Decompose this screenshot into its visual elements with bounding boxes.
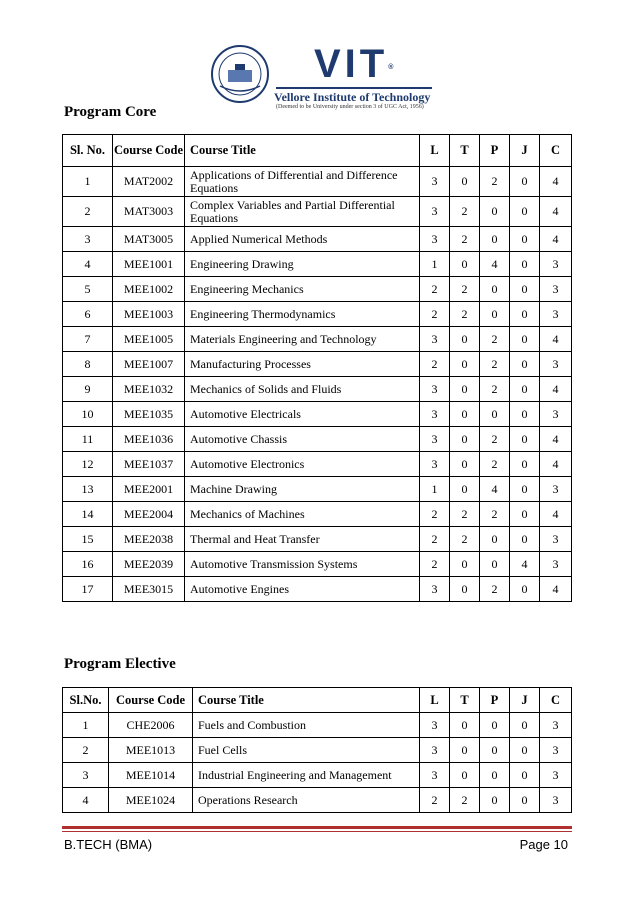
cell-c: 4 <box>540 427 572 452</box>
program-core-heading: Program Core <box>64 104 157 120</box>
cell-course-code: MEE1013 <box>109 738 193 763</box>
program-core-table <box>62 134 572 602</box>
institute-name: Vellore Institute of Technology <box>274 90 431 104</box>
cell-c: 4 <box>540 577 572 602</box>
table-row <box>63 167 572 197</box>
cell-slno: 10 <box>63 402 113 427</box>
cell-l: 3 <box>420 327 450 352</box>
cell-course-title: Automotive Chassis <box>185 427 420 452</box>
cell-slno: 14 <box>63 502 113 527</box>
cell-p: 2 <box>480 352 510 377</box>
cell-l: 3 <box>420 452 450 477</box>
table-row <box>63 427 572 452</box>
cell-c: 3 <box>540 788 572 813</box>
cell-slno: 11 <box>63 427 113 452</box>
cell-p: 4 <box>480 252 510 277</box>
table-header-row <box>63 688 572 713</box>
cell-course-title: Complex Variables and Partial Differential Equations <box>185 197 420 227</box>
cell-t: 0 <box>450 713 480 738</box>
cell-t: 0 <box>450 252 480 277</box>
cell-t: 0 <box>450 577 480 602</box>
cell-p: 2 <box>480 327 510 352</box>
cell-t: 2 <box>450 527 480 552</box>
table-row <box>63 502 572 527</box>
cell-p: 0 <box>480 788 510 813</box>
cell-p: 2 <box>480 502 510 527</box>
table-row <box>63 327 572 352</box>
cell-t: 0 <box>450 452 480 477</box>
logo-divider <box>276 87 432 89</box>
cell-course-title: Industrial Engineering and Management <box>193 763 420 788</box>
cell-c: 3 <box>540 352 572 377</box>
cell-t: 0 <box>450 402 480 427</box>
institute-subtitle: (Deemed to be University under section 3 of UGC Act, 1956) <box>276 104 424 110</box>
cell-j: 0 <box>510 527 540 552</box>
cell-course-title: Manufacturing Processes <box>185 352 420 377</box>
vit-seal-logo <box>210 44 270 104</box>
cell-p: 0 <box>480 552 510 577</box>
col-header-l: L <box>420 135 450 167</box>
cell-j: 0 <box>510 302 540 327</box>
col-header-t: T <box>450 135 480 167</box>
cell-course-code: MEE2004 <box>113 502 185 527</box>
cell-p: 0 <box>480 227 510 252</box>
table-row <box>63 452 572 477</box>
cell-t: 0 <box>450 327 480 352</box>
col-header-course-title: Course Title <box>185 135 420 167</box>
cell-p: 2 <box>480 167 510 197</box>
cell-p: 0 <box>480 527 510 552</box>
cell-j: 0 <box>510 327 540 352</box>
cell-course-code: MEE1005 <box>113 327 185 352</box>
cell-course-code: MAT2002 <box>113 167 185 197</box>
cell-p: 0 <box>480 738 510 763</box>
cell-l: 2 <box>420 302 450 327</box>
cell-l: 3 <box>420 402 450 427</box>
cell-j: 0 <box>510 788 540 813</box>
cell-slno: 3 <box>63 763 109 788</box>
cell-c: 3 <box>540 552 572 577</box>
table-row <box>63 377 572 402</box>
cell-p: 0 <box>480 302 510 327</box>
cell-p: 4 <box>480 477 510 502</box>
cell-t: 0 <box>450 167 480 197</box>
cell-course-code: MEE1014 <box>109 763 193 788</box>
program-elective-heading: Program Elective <box>64 656 176 672</box>
cell-course-title: Thermal and Heat Transfer <box>185 527 420 552</box>
cell-course-code: MEE3015 <box>113 577 185 602</box>
cell-t: 2 <box>450 788 480 813</box>
cell-j: 0 <box>510 402 540 427</box>
cell-t: 0 <box>450 738 480 763</box>
cell-course-title: Mechanics of Solids and Fluids <box>185 377 420 402</box>
cell-slno: 8 <box>63 352 113 377</box>
cell-t: 0 <box>450 477 480 502</box>
cell-course-code: CHE2006 <box>109 713 193 738</box>
cell-t: 0 <box>450 427 480 452</box>
cell-j: 0 <box>510 577 540 602</box>
cell-c: 3 <box>540 277 572 302</box>
cell-l: 1 <box>420 252 450 277</box>
cell-course-title: Automotive Transmission Systems <box>185 552 420 577</box>
cell-course-code: MEE2001 <box>113 477 185 502</box>
cell-course-code: MEE1003 <box>113 302 185 327</box>
cell-l: 2 <box>420 527 450 552</box>
cell-l: 3 <box>420 167 450 197</box>
cell-j: 0 <box>510 197 540 227</box>
cell-t: 0 <box>450 352 480 377</box>
table-row <box>63 713 572 738</box>
cell-slno: 2 <box>63 738 109 763</box>
cell-l: 2 <box>420 352 450 377</box>
cell-p: 0 <box>480 402 510 427</box>
col-header-c: C <box>540 688 572 713</box>
cell-j: 0 <box>510 377 540 402</box>
cell-c: 4 <box>540 377 572 402</box>
cell-slno: 12 <box>63 452 113 477</box>
cell-course-code: MEE1035 <box>113 402 185 427</box>
cell-l: 3 <box>420 227 450 252</box>
col-header-c: C <box>540 135 572 167</box>
cell-c: 3 <box>540 252 572 277</box>
cell-slno: 6 <box>63 302 113 327</box>
cell-course-title: Automotive Electricals <box>185 402 420 427</box>
cell-slno: 16 <box>63 552 113 577</box>
cell-p: 2 <box>480 452 510 477</box>
cell-course-title: Fuel Cells <box>193 738 420 763</box>
col-header-l: L <box>420 688 450 713</box>
cell-l: 3 <box>420 377 450 402</box>
cell-t: 2 <box>450 277 480 302</box>
col-header-j: J <box>510 688 540 713</box>
cell-course-code: MEE1024 <box>109 788 193 813</box>
footer-rule-thick <box>62 826 572 829</box>
cell-j: 4 <box>510 552 540 577</box>
footer-rule-thin <box>62 831 572 832</box>
cell-course-code: MEE2039 <box>113 552 185 577</box>
cell-c: 3 <box>540 477 572 502</box>
table-row <box>63 197 572 227</box>
table-row <box>63 352 572 377</box>
cell-course-code: MEE1002 <box>113 277 185 302</box>
table-row <box>63 227 572 252</box>
cell-slno: 17 <box>63 577 113 602</box>
cell-c: 3 <box>540 527 572 552</box>
col-header-slno: Sl.No. <box>63 688 109 713</box>
cell-slno: 4 <box>63 252 113 277</box>
cell-course-code: MEE1007 <box>113 352 185 377</box>
table-row <box>63 302 572 327</box>
cell-course-title: Fuels and Combustion <box>193 713 420 738</box>
col-header-p: P <box>480 688 510 713</box>
cell-course-title: Engineering Thermodynamics <box>185 302 420 327</box>
cell-course-title: Applications of Differential and Difference Equations <box>185 167 420 197</box>
col-header-slno: Sl. No. <box>63 135 113 167</box>
cell-p: 2 <box>480 427 510 452</box>
cell-l: 1 <box>420 477 450 502</box>
cell-course-title: Automotive Engines <box>185 577 420 602</box>
cell-l: 3 <box>420 763 450 788</box>
col-header-j: J <box>510 135 540 167</box>
cell-t: 2 <box>450 197 480 227</box>
col-header-course-code: Course Code <box>113 135 185 167</box>
cell-c: 3 <box>540 763 572 788</box>
cell-l: 3 <box>420 577 450 602</box>
cell-c: 3 <box>540 402 572 427</box>
cell-l: 2 <box>420 502 450 527</box>
cell-course-title: Engineering Mechanics <box>185 277 420 302</box>
cell-j: 0 <box>510 502 540 527</box>
col-header-course-code: Course Code <box>109 688 193 713</box>
cell-j: 0 <box>510 277 540 302</box>
table-row <box>63 402 572 427</box>
cell-slno: 1 <box>63 713 109 738</box>
table-row <box>63 763 572 788</box>
cell-course-code: MAT3005 <box>113 227 185 252</box>
table-row <box>63 477 572 502</box>
cell-t: 0 <box>450 763 480 788</box>
cell-course-code: MEE1032 <box>113 377 185 402</box>
cell-j: 0 <box>510 252 540 277</box>
table-row <box>63 788 572 813</box>
cell-slno: 9 <box>63 377 113 402</box>
col-header-course-title: Course Title <box>193 688 420 713</box>
table-row <box>63 527 572 552</box>
cell-l: 3 <box>420 738 450 763</box>
cell-l: 3 <box>420 713 450 738</box>
cell-course-title: Operations Research <box>193 788 420 813</box>
vit-logo-text: VIT® <box>314 42 394 86</box>
cell-c: 3 <box>540 738 572 763</box>
table-row <box>63 577 572 602</box>
cell-c: 3 <box>540 713 572 738</box>
table-header-row <box>63 135 572 167</box>
cell-course-title: Automotive Electronics <box>185 452 420 477</box>
cell-p: 0 <box>480 763 510 788</box>
footer-program: B.TECH (BMA) <box>64 837 153 852</box>
cell-c: 4 <box>540 227 572 252</box>
cell-c: 3 <box>540 302 572 327</box>
table-row <box>63 552 572 577</box>
cell-c: 4 <box>540 502 572 527</box>
cell-slno: 15 <box>63 527 113 552</box>
cell-c: 4 <box>540 167 572 197</box>
table-row <box>63 252 572 277</box>
cell-slno: 1 <box>63 167 113 197</box>
cell-c: 4 <box>540 327 572 352</box>
cell-p: 0 <box>480 197 510 227</box>
cell-course-title: Engineering Drawing <box>185 252 420 277</box>
cell-slno: 4 <box>63 788 109 813</box>
cell-l: 3 <box>420 427 450 452</box>
cell-slno: 7 <box>63 327 113 352</box>
table-row <box>63 277 572 302</box>
cell-l: 2 <box>420 788 450 813</box>
cell-slno: 3 <box>63 227 113 252</box>
cell-j: 0 <box>510 763 540 788</box>
cell-slno: 5 <box>63 277 113 302</box>
cell-j: 0 <box>510 452 540 477</box>
cell-j: 0 <box>510 352 540 377</box>
table-row <box>63 738 572 763</box>
col-header-p: P <box>480 135 510 167</box>
cell-j: 0 <box>510 167 540 197</box>
cell-t: 2 <box>450 302 480 327</box>
cell-l: 2 <box>420 277 450 302</box>
cell-j: 0 <box>510 738 540 763</box>
cell-c: 4 <box>540 452 572 477</box>
cell-c: 4 <box>540 197 572 227</box>
cell-course-code: MEE1001 <box>113 252 185 277</box>
cell-p: 0 <box>480 277 510 302</box>
col-header-t: T <box>450 688 480 713</box>
cell-p: 0 <box>480 713 510 738</box>
cell-course-title: Mechanics of Machines <box>185 502 420 527</box>
cell-j: 0 <box>510 227 540 252</box>
cell-slno: 13 <box>63 477 113 502</box>
cell-t: 2 <box>450 502 480 527</box>
cell-l: 2 <box>420 552 450 577</box>
cell-p: 2 <box>480 377 510 402</box>
cell-course-code: MEE1037 <box>113 452 185 477</box>
cell-l: 3 <box>420 197 450 227</box>
program-elective-table <box>62 687 572 813</box>
cell-course-code: MEE1036 <box>113 427 185 452</box>
cell-course-code: MEE2038 <box>113 527 185 552</box>
cell-course-title: Applied Numerical Methods <box>185 227 420 252</box>
cell-j: 0 <box>510 477 540 502</box>
cell-j: 0 <box>510 713 540 738</box>
cell-j: 0 <box>510 427 540 452</box>
cell-course-title: Machine Drawing <box>185 477 420 502</box>
cell-t: 0 <box>450 552 480 577</box>
cell-t: 0 <box>450 377 480 402</box>
cell-p: 2 <box>480 577 510 602</box>
cell-t: 2 <box>450 227 480 252</box>
cell-course-code: MAT3003 <box>113 197 185 227</box>
footer-page-number: Page 10 <box>519 837 568 852</box>
page-header <box>210 42 440 112</box>
cell-course-title: Materials Engineering and Technology <box>185 327 420 352</box>
cell-slno: 2 <box>63 197 113 227</box>
